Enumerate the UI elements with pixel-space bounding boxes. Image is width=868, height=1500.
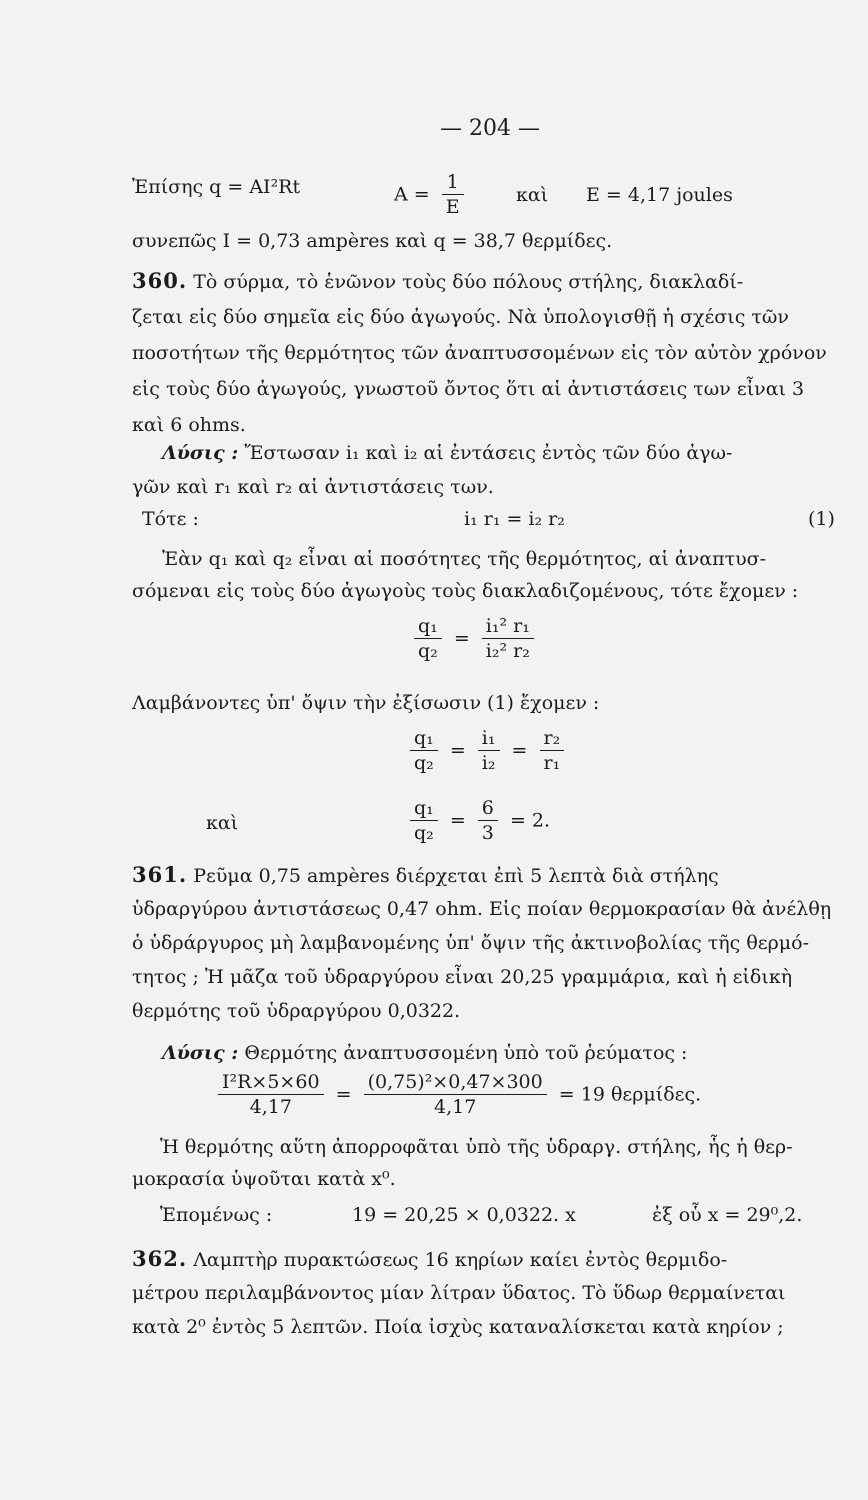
fraction-joule-2 — [364, 1070, 547, 1119]
result-joule: = 19 θερμίδες. — [558, 1083, 702, 1106]
problem-360-line-1 — [132, 268, 850, 295]
fraction-num: i₁² r₁ — [482, 614, 534, 639]
epomenos-label: Ἑπομένως : — [160, 1204, 273, 1226]
problem-text: Τὸ σύρμα, τὸ ἑνῶνον τοὺς δύο πόλους στήλης, διακλαδί- — [193, 271, 744, 293]
fraction-num: 6 — [478, 796, 498, 821]
fraction-r — [540, 726, 565, 775]
formula-e: E = 4,17 joules — [586, 184, 733, 206]
paragraph-after-2: μοκρασία ὑψοῦται κατὰ x⁰. — [132, 1168, 396, 1190]
solution-text: Ἔστωσαν i₁ καὶ i₂ αἱ ἐντάσεις ἐντὸς τῶν δύο ἀγω- — [244, 442, 733, 464]
paragraph-ean-1: Ἐὰν q₁ καὶ q₂ εἶναι αἱ ποσότητες τῆς θερμότητος, αἱ ἀναπτυσ- — [162, 548, 767, 570]
solution-text: Θερμότης ἀναπτυσσομένη ὑπὸ τοῦ ῥεύματος : — [244, 1042, 688, 1064]
equation-current-ratio: $\frac{\text{q₁}}{\text{q₂}}$ = $\frac{\text{i₁}}{\text{i₂}}$ = $\frac{\text{r₂}}{\text{r₁}}$ — [404, 726, 570, 775]
fraction-den: q₂ — [414, 822, 434, 844]
fraction-den: 3 — [481, 822, 494, 844]
paragraph-lamb: Λαμβάνοντες ὑπ' ὄψιν τὴν ἐξίσωσιν (1) ἔχομεν : — [132, 692, 600, 714]
problem-360-line-5: καὶ 6 ohms. — [132, 414, 246, 436]
equation-1: i₁ r₁ = i₂ r₂ — [464, 508, 565, 530]
equation-joule: $\frac{\text{I²R×5×60}}{4,17}$ = $\frac{\text{(0,75)²×0,47×300}}{4,17}$ = 19 θερμίδες. — [212, 1070, 701, 1119]
page-number: — 204 — — [440, 116, 540, 141]
problem-361-line-1 — [132, 862, 850, 889]
formula-line-1 — [132, 176, 300, 198]
conj-kai: καὶ — [516, 184, 549, 206]
conj-kai-2: καὶ — [206, 812, 239, 834]
fraction-num: q₁ — [414, 614, 442, 639]
formula-a-lhs: A = — [394, 183, 430, 206]
fraction-num: q₁ — [410, 796, 438, 821]
paragraph-after-1: Ἡ θερμότης αὕτη ἀπορροφᾶται ὑπὸ τῆς ὑδραργ. στήλης, ἧς ἡ θερ- — [160, 1136, 793, 1158]
problem-362-line-3: κατὰ 2⁰ ἐντὸς 5 λεπτῶν. Ποία ἰσχὺς καταναλίσκεται κατὰ κηρίον ; — [132, 1316, 784, 1338]
fraction-num: r₂ — [540, 726, 565, 751]
equation-temp: 19 = 20,25 × 0,0322. x — [352, 1204, 576, 1226]
formula-heat: Ἐπίσης q = AI²Rt — [132, 176, 301, 198]
problem-362-line-1 — [132, 1246, 850, 1273]
equation-heat-ratio: $\frac{\text{q₁}}{\text{q₂}}$ = $\frac{\text{i₁² r₁}}{\text{i₂² r₂}}$ — [408, 614, 540, 663]
solution-361-line-1 — [162, 1040, 868, 1066]
fraction-ir — [482, 614, 534, 663]
fraction-den: 4,17 — [249, 1096, 292, 1118]
fraction-q — [414, 614, 442, 663]
fraction-num: 1 — [442, 170, 464, 195]
fraction-num: (0,75)²×0,47×300 — [364, 1070, 547, 1095]
fraction-num: i₁ — [478, 726, 500, 751]
problem-number-360: 360. — [132, 268, 188, 293]
solution-label: Λύσις : — [162, 442, 239, 464]
problem-360-line-3: ποσοτήτων τῆς θερμότητος τῶν ἀναπτυσσομένων εἰς τὸν αὐτὸν χρόνον — [132, 342, 827, 364]
problem-361-line-2: ὑδραργύρου ἀντιστάσεως 0,47 ohm. Εἰς ποίαν θερμοκρασίαν θὰ ἀνέλθῃ — [132, 898, 832, 920]
solution-360-line-2: γῶν καὶ r₁ καὶ r₂ αἱ ἀντιστάσεις των. — [132, 476, 494, 498]
result-line: συνεπῶς I = 0,73 ampères καὶ q = 38,7 θερμίδες. — [132, 230, 613, 252]
tote-label: Τότε : — [142, 508, 199, 530]
fraction-den: 4,17 — [433, 1096, 477, 1118]
paragraph-ean-2: σόμεναι εἰς τοὺς δύο ἀγωγοὺς τοὺς διακλαδιζομένους, τότε ἔχομεν : — [132, 580, 799, 602]
fraction-den: E — [445, 196, 460, 218]
problem-361-line-3: ὁ ὑδράργυρος μὴ λαμβανομένης ὑπ' ὄψιν τῆς ἀκτινοβολίας τῆς θερμό- — [132, 932, 810, 954]
formula-a — [394, 170, 470, 219]
problem-360-line-4: εἰς τοὺς δύο ἀγωγούς, γνωστοῦ ὄντος ὅτι αἱ ἀντιστάσεις των εἶναι 3 — [132, 378, 805, 400]
problem-number-361: 361. — [132, 862, 188, 887]
problem-361-line-5: θερμότης τοῦ ὑδραργύρου 0,0322. — [132, 1000, 461, 1022]
fraction-num: q₁ — [410, 726, 438, 751]
problem-360-line-2: ζεται εἰς δύο σημεῖα εἰς δύο ἀγωγούς. Νὰ ὑπολογισθῇ ἡ σχέσις τῶν — [132, 306, 789, 328]
fraction-q — [410, 726, 438, 775]
fraction-i — [478, 726, 500, 775]
equation-result-2: $\frac{\text{q₁}}{\text{q₂}}$ = $\frac{6}{3}$ = 2. — [404, 796, 550, 845]
fraction-den: i₂² r₂ — [485, 640, 530, 662]
problem-text: Λαμπτὴρ πυρακτώσεως 16 κηρίων καίει ἐντὸς θερμιδο- — [193, 1249, 728, 1271]
fraction-joule-1 — [218, 1070, 324, 1119]
fraction-den: i₂ — [481, 752, 496, 774]
problem-362-line-2: μέτρου περιλαμβάνοντος μίαν λίτραν ὕδατος. Τὸ ὕδωρ θερμαίνεται — [132, 1282, 786, 1304]
solution-label: Λύσις : — [162, 1042, 239, 1064]
problem-text: Ρεῦμα 0,75 ampères διέρχεται ἐπὶ 5 λεπτὰ διὰ στήλης — [193, 865, 719, 887]
fraction-1-over-e — [442, 170, 464, 219]
equation-1-label: (1) — [808, 508, 835, 530]
problem-361-line-4: τητος ; Ἡ μᾶζα τοῦ ὑδραργύρου εἶναι 20,25 γραμμάρια, καὶ ἡ εἰδικὴ — [132, 966, 793, 988]
fraction-num: I²R×5×60 — [218, 1070, 324, 1095]
fraction-q — [410, 796, 438, 845]
fraction-6-3 — [478, 796, 498, 845]
solution-360-line-1 — [162, 440, 868, 466]
fraction-den: q₂ — [414, 752, 434, 774]
fraction-den: q₂ — [418, 640, 438, 662]
result-temp: ἐξ οὗ x = 29⁰,2. — [652, 1204, 803, 1226]
result-2: = 2. — [509, 809, 551, 832]
fraction-den: r₁ — [543, 752, 561, 774]
problem-number-362: 362. — [132, 1246, 188, 1271]
